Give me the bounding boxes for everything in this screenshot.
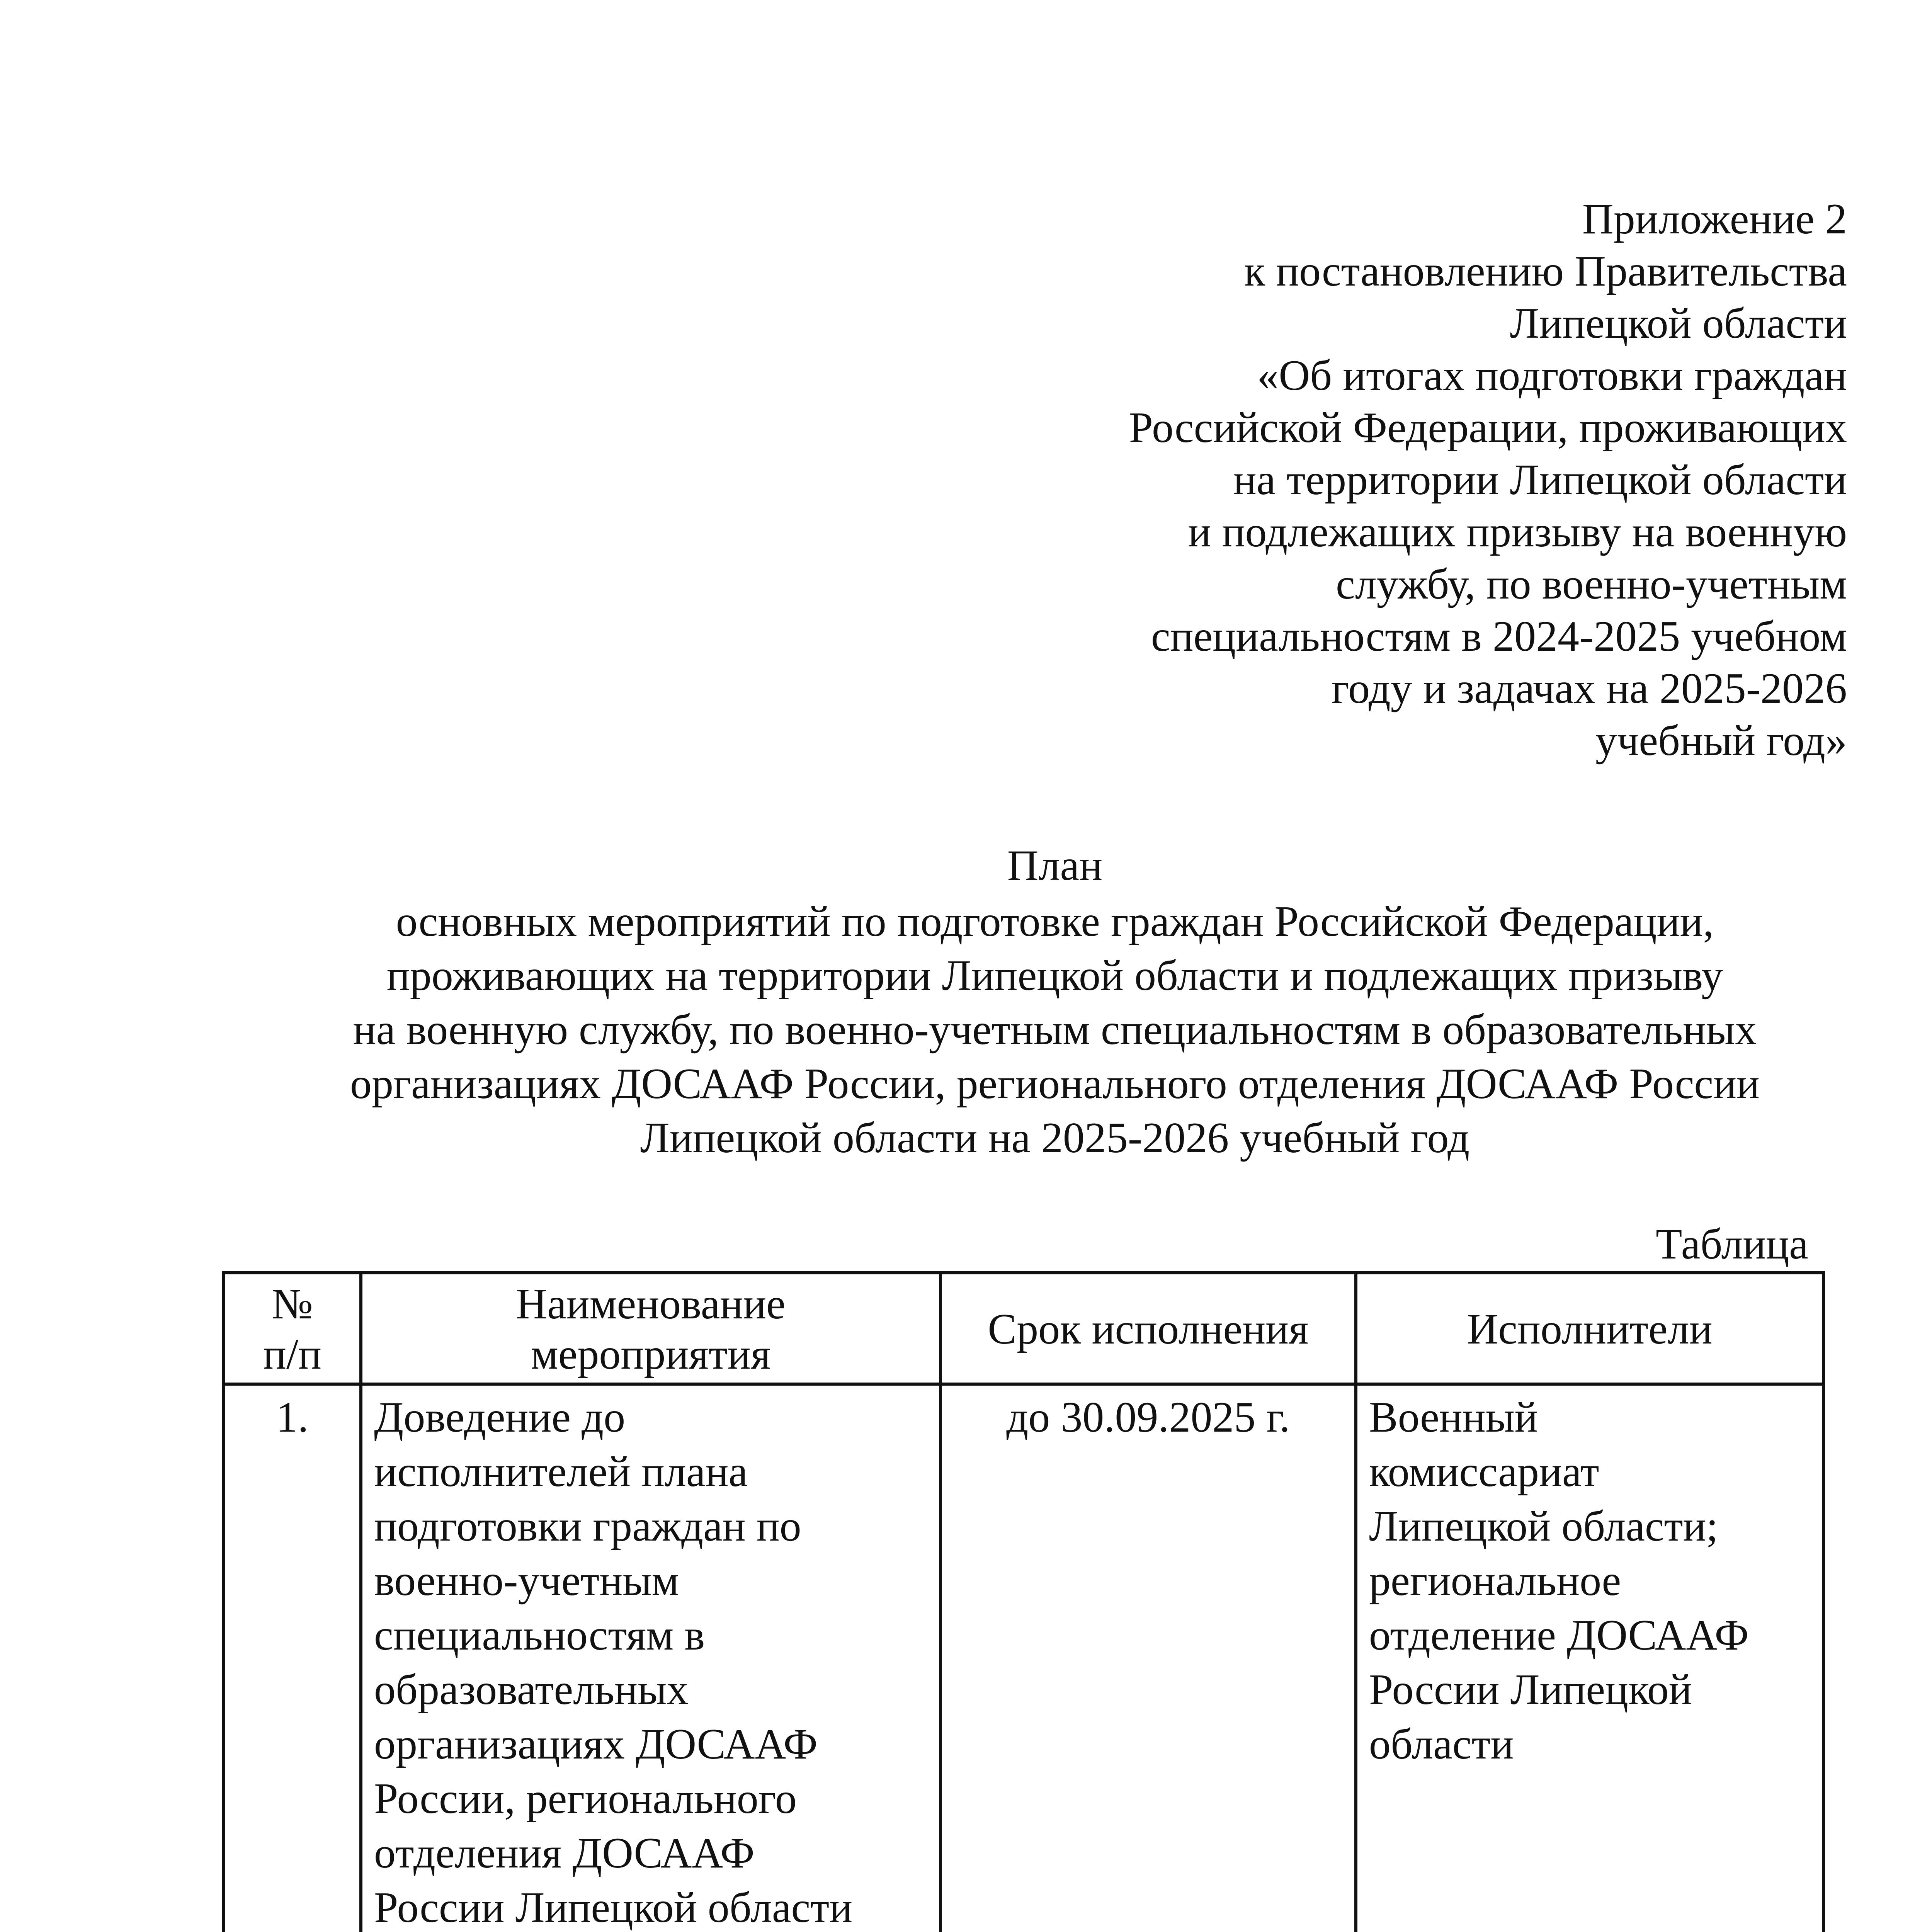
activity-line: исполнителей плана xyxy=(374,1448,748,1496)
executor-line: региональное xyxy=(1369,1557,1621,1605)
appendix-line: к постановлению Правительства xyxy=(1244,247,1847,295)
executor-line: России Липецкой xyxy=(1369,1666,1692,1714)
appendix-line: учебный год» xyxy=(1595,717,1847,765)
executor-line: комиссариат xyxy=(1369,1448,1599,1496)
header-num-line1: № xyxy=(272,1280,313,1328)
plan-title-line: основных мероприятий по подготовке граждан Российской Федерации, xyxy=(396,898,1714,946)
executor-line: Липецкой области; xyxy=(1369,1502,1718,1550)
appendix-line: и подлежащих призыву на военную xyxy=(1188,508,1847,556)
header-num-line2: п/п xyxy=(263,1330,321,1378)
row-executors xyxy=(1356,1384,1823,1932)
executor-line: отделение ДОСААФ xyxy=(1369,1611,1749,1659)
appendix-line: «Об итогах подготовки граждан xyxy=(1257,352,1847,400)
plan-title-line: на военную службу, по военно-учетным специальностям в образовательных xyxy=(353,1006,1757,1054)
plan-heading: План xyxy=(1007,842,1103,889)
row-deadline: до 30.09.2025 г. xyxy=(940,1384,1356,1932)
header-num xyxy=(224,1273,361,1384)
table-label: Таблица xyxy=(1655,1220,1808,1268)
activity-line: военно-учетным xyxy=(374,1557,679,1605)
activity-line: отделения ДОСААФ xyxy=(374,1829,755,1877)
appendix-line: на территории Липецкой области xyxy=(1233,456,1847,504)
plan-title-line: проживающих на территории Липецкой области и подлежащих призыву xyxy=(386,952,1723,1000)
plan-title-line: организациях ДОСААФ России, регионального отделения ДОСААФ России xyxy=(350,1060,1760,1108)
activity-line: России, регионального xyxy=(374,1775,797,1823)
appendix-line: году и задачах на 2025-2026 xyxy=(1332,665,1847,713)
header-name-line1: Наименование xyxy=(516,1280,786,1328)
table-row xyxy=(224,1384,1823,1932)
appendix-line: Приложение 2 xyxy=(1582,195,1847,243)
appendix-line: Липецкой области xyxy=(1510,299,1847,347)
activity-line: организациях ДОСААФ xyxy=(374,1720,818,1768)
activity-line: России Липецкой области xyxy=(374,1884,853,1932)
plan-title-block xyxy=(216,838,1893,1165)
header-name xyxy=(361,1273,940,1384)
header-executors: Исполнители xyxy=(1356,1273,1823,1384)
executor-line: Военный xyxy=(1369,1393,1538,1441)
plan-title-line: Липецкой области на 2025-2026 учебный год xyxy=(640,1114,1470,1162)
header-name-line2: мероприятия xyxy=(531,1330,771,1378)
row-activity-name xyxy=(361,1384,940,1932)
appendix-line: Российской Федерации, проживающих xyxy=(1129,404,1847,452)
appendix-line: специальностям в 2024-2025 учебном xyxy=(1151,612,1847,660)
executor-line: области xyxy=(1369,1720,1514,1768)
row-number: 1. xyxy=(224,1384,361,1932)
appendix-block xyxy=(920,193,1847,767)
table-header-row xyxy=(224,1273,1823,1384)
header-deadline: Срок исполнения xyxy=(940,1273,1356,1384)
appendix-line: службу, по военно-учетным xyxy=(1336,560,1847,608)
activity-line: Доведение до xyxy=(374,1393,626,1441)
activity-line: образовательных xyxy=(374,1666,689,1714)
plan-table xyxy=(222,1271,1825,1932)
activity-line: специальностям в xyxy=(374,1611,705,1659)
activity-line: подготовки граждан по xyxy=(374,1502,801,1550)
